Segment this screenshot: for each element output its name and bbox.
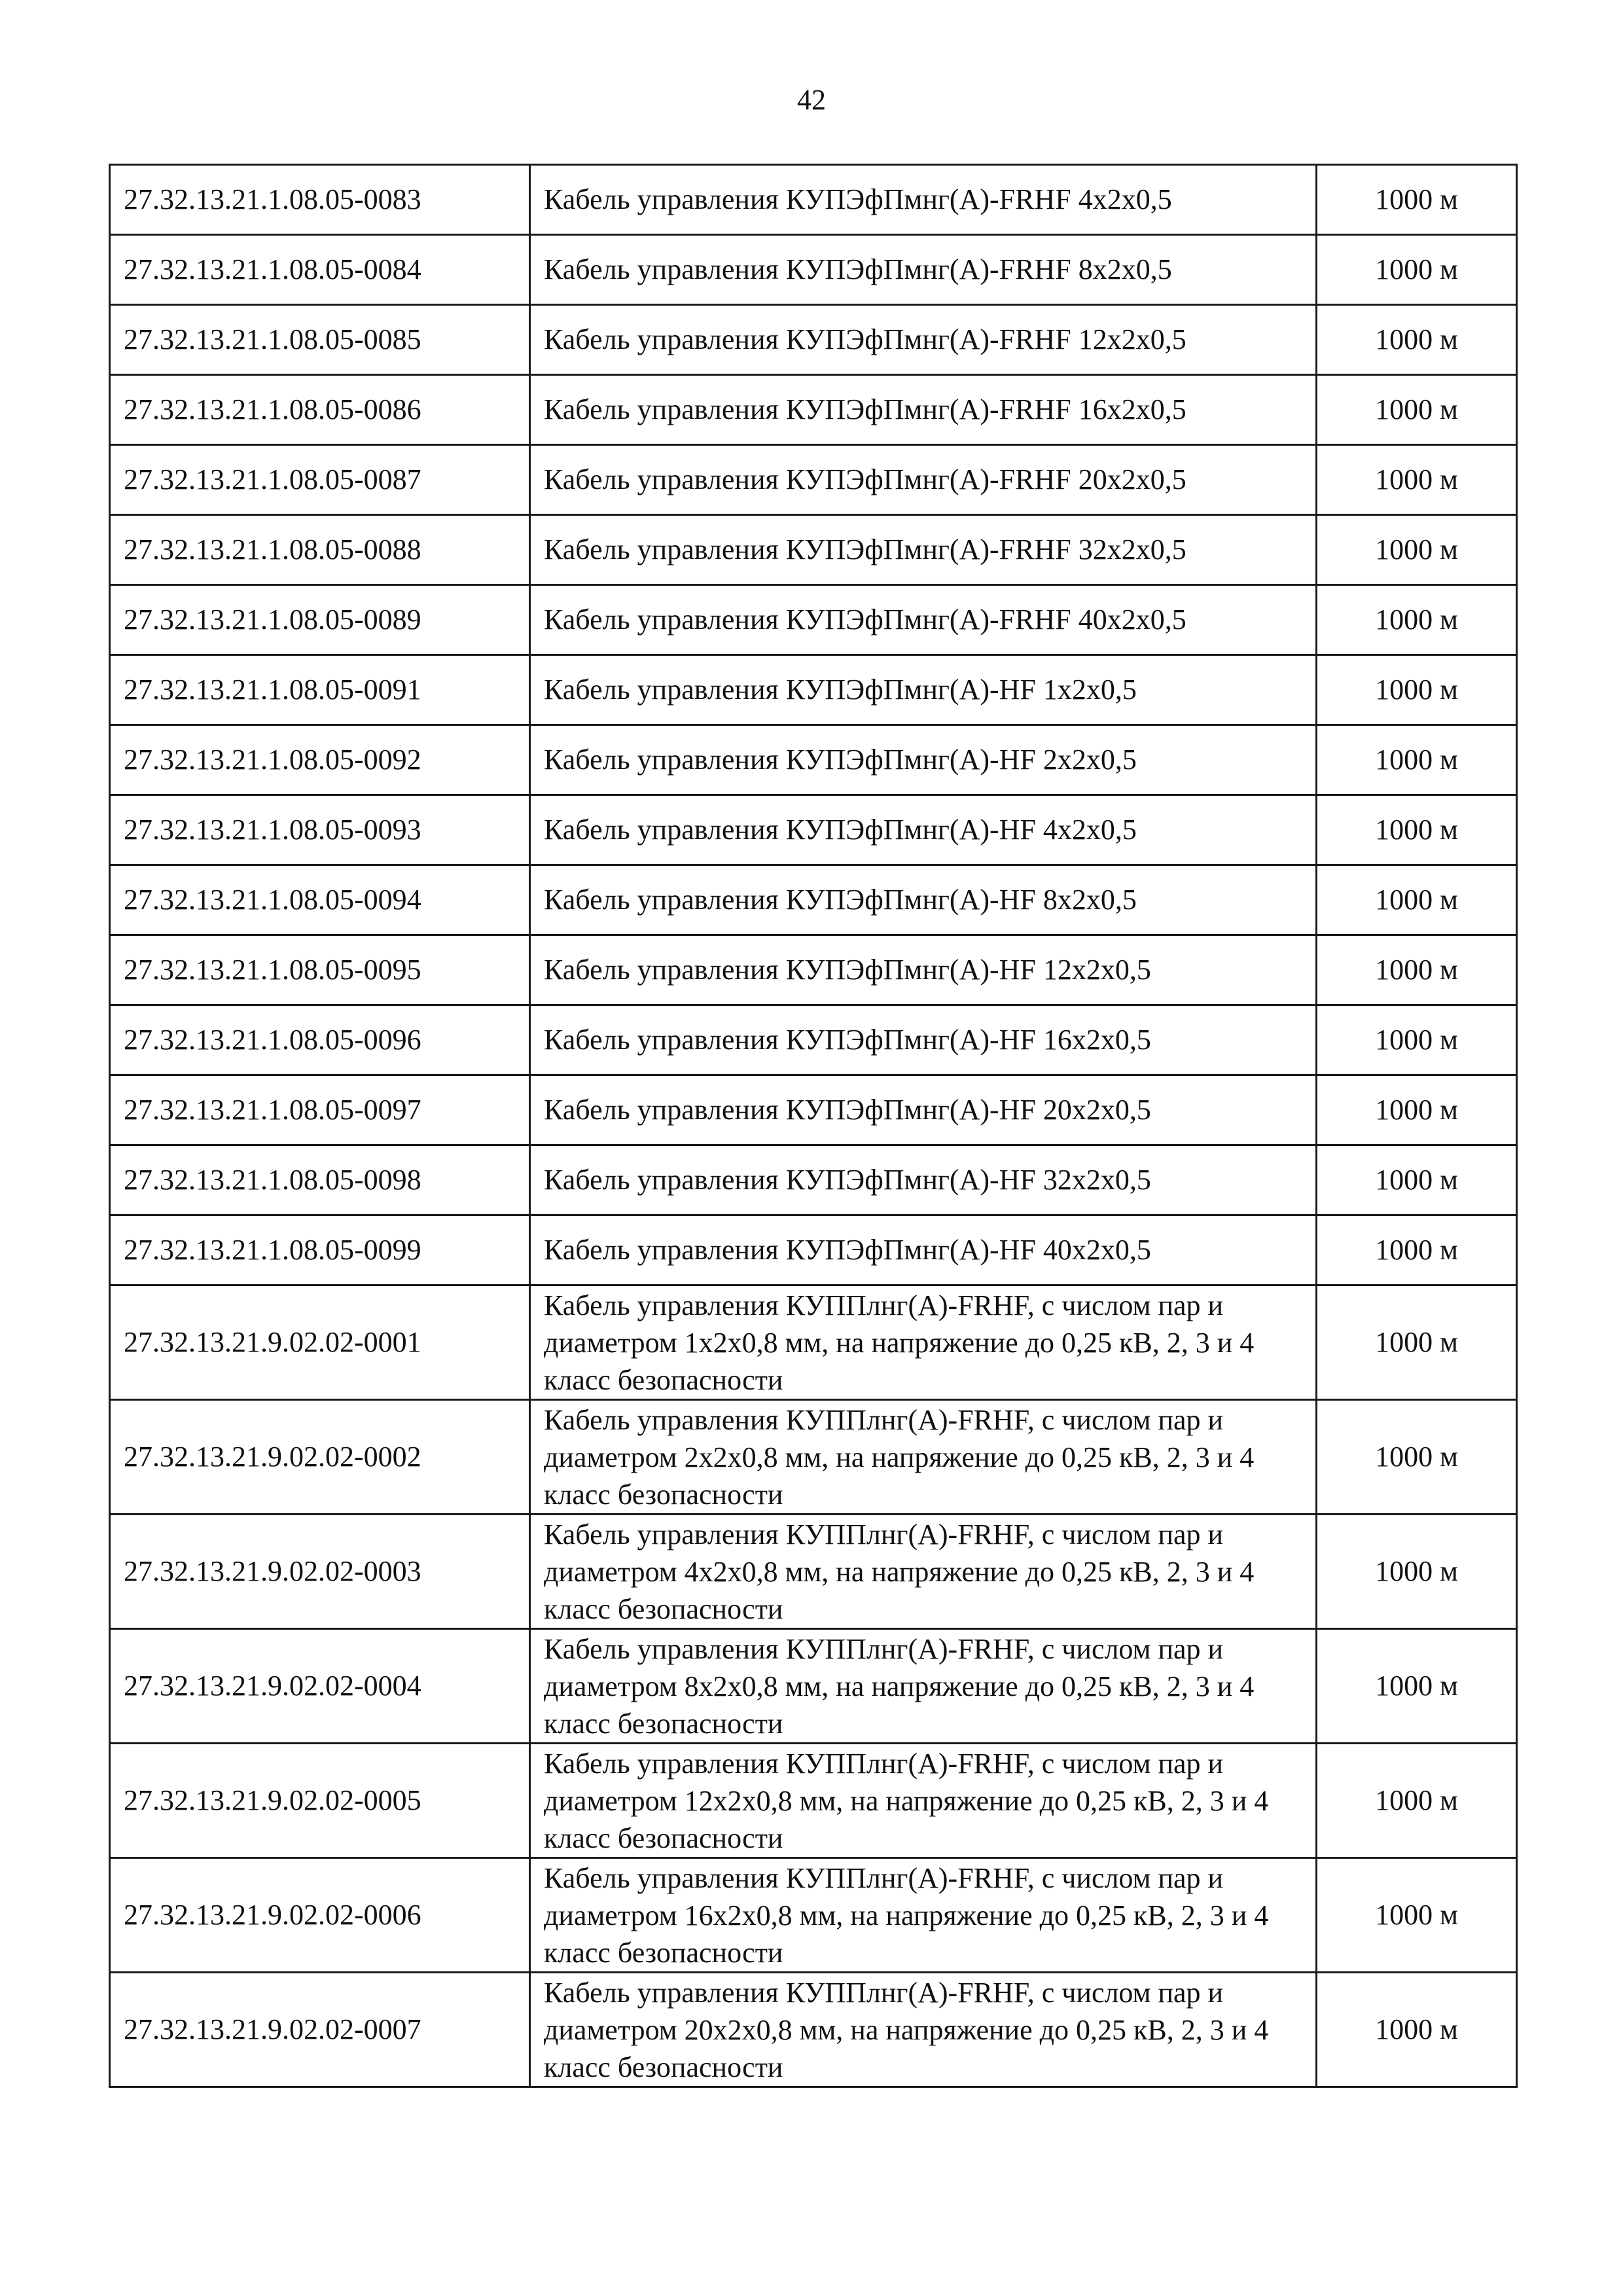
unit-cell: 1000 м — [1317, 585, 1517, 655]
resource-name-cell: Кабель управления КУПЭфПмнг(А)-FRHF 40х2х0,5 — [530, 585, 1317, 655]
resource-code-cell: 27.32.13.21.9.02.02-0005 — [110, 1744, 530, 1858]
resource-name-cell: Кабель управления КУПЭфПмнг(А)-HF 8х2х0,5 — [530, 865, 1317, 935]
resource-code-cell: 27.32.13.21.9.02.02-0006 — [110, 1858, 530, 1973]
resource-code-cell: 27.32.13.21.1.08.05-0099 — [110, 1215, 530, 1285]
table-row — [110, 1400, 1517, 1515]
resource-name-cell: Кабель управления КУПЭфПмнг(А)-HF 40х2х0,5 — [530, 1215, 1317, 1285]
resource-code-cell: 27.32.13.21.1.08.05-0091 — [110, 655, 530, 725]
resource-code-cell: 27.32.13.21.1.08.05-0086 — [110, 375, 530, 445]
unit-cell: 1000 м — [1317, 865, 1517, 935]
table-row — [110, 1145, 1517, 1215]
resource-code-cell: 27.32.13.21.1.08.05-0085 — [110, 305, 530, 375]
unit-cell: 1000 м — [1317, 1858, 1517, 1973]
resource-code-cell: 27.32.13.21.1.08.05-0097 — [110, 1075, 530, 1145]
resource-name-cell: Кабель управления КУППлнг(А)-FRHF, с числом пар и диаметром 1х2х0,8 мм, на напряжение до 0,25 кВ, 2, 3 и 4 класс безопасности — [530, 1285, 1317, 1400]
table-row — [110, 375, 1517, 445]
resource-code-cell: 27.32.13.21.1.08.05-0088 — [110, 515, 530, 585]
resource-code-cell: 27.32.13.21.9.02.02-0004 — [110, 1629, 530, 1744]
unit-cell: 1000 м — [1317, 235, 1517, 305]
resource-code-cell: 27.32.13.21.1.08.05-0094 — [110, 865, 530, 935]
unit-cell: 1000 м — [1317, 1075, 1517, 1145]
table-row — [110, 655, 1517, 725]
resource-table — [109, 164, 1518, 2088]
unit-cell: 1000 м — [1317, 305, 1517, 375]
unit-cell: 1000 м — [1317, 1005, 1517, 1075]
resource-name-cell: Кабель управления КУПЭфПмнг(А)-FRHF 12х2х0,5 — [530, 305, 1317, 375]
unit-cell: 1000 м — [1317, 1515, 1517, 1629]
unit-cell: 1000 м — [1317, 515, 1517, 585]
resource-name-cell: Кабель управления КУПЭфПмнг(А)-FRHF 16х2х0,5 — [530, 375, 1317, 445]
table-row — [110, 795, 1517, 865]
page-number: 42 — [797, 84, 826, 116]
resource-name-cell: Кабель управления КУППлнг(А)-FRHF, с числом пар и диаметром 20х2х0,8 мм, на напряжение до 0,25 кВ, 2, 3 и 4 класс безопасности — [530, 1973, 1317, 2087]
table-row — [110, 1858, 1517, 1973]
resource-name-cell: Кабель управления КУПЭфПмнг(А)-FRHF 4х2х0,5 — [530, 165, 1317, 235]
resource-name-cell: Кабель управления КУППлнг(А)-FRHF, с числом пар и диаметром 16х2х0,8 мм, на напряжение до 0,25 кВ, 2, 3 и 4 класс безопасности — [530, 1858, 1317, 1973]
resource-name-cell: Кабель управления КУППлнг(А)-FRHF, с числом пар и диаметром 12х2х0,8 мм, на напряжение до 0,25 кВ, 2, 3 и 4 класс безопасности — [530, 1744, 1317, 1858]
unit-cell: 1000 м — [1317, 1145, 1517, 1215]
table-row — [110, 235, 1517, 305]
table-row — [110, 165, 1517, 235]
resource-code-cell: 27.32.13.21.1.08.05-0096 — [110, 1005, 530, 1075]
resource-code-cell: 27.32.13.21.1.08.05-0087 — [110, 445, 530, 515]
resource-name-cell: Кабель управления КУППлнг(А)-FRHF, с числом пар и диаметром 8х2х0,8 мм, на напряжение до 0,25 кВ, 2, 3 и 4 класс безопасности — [530, 1629, 1317, 1744]
resource-name-cell: Кабель управления КУПЭфПмнг(А)-HF 32х2х0,5 — [530, 1145, 1317, 1215]
unit-cell: 1000 м — [1317, 1215, 1517, 1285]
resource-name-cell: Кабель управления КУПЭфПмнг(А)-HF 20х2х0,5 — [530, 1075, 1317, 1145]
table-row — [110, 865, 1517, 935]
resource-code-cell: 27.32.13.21.1.08.05-0089 — [110, 585, 530, 655]
table-row — [110, 1075, 1517, 1145]
resource-name-cell: Кабель управления КУПЭфПмнг(А)-HF 1х2х0,5 — [530, 655, 1317, 725]
resource-name-cell: Кабель управления КУПЭфПмнг(А)-FRHF 20х2х0,5 — [530, 445, 1317, 515]
table-row — [110, 445, 1517, 515]
unit-cell: 1000 м — [1317, 795, 1517, 865]
resource-code-cell: 27.32.13.21.9.02.02-0002 — [110, 1400, 530, 1515]
unit-cell: 1000 м — [1317, 445, 1517, 515]
unit-cell: 1000 м — [1317, 935, 1517, 1005]
resource-name-cell: Кабель управления КУППлнг(А)-FRHF, с числом пар и диаметром 4х2х0,8 мм, на напряжение до 0,25 кВ, 2, 3 и 4 класс безопасности — [530, 1515, 1317, 1629]
table-row — [110, 935, 1517, 1005]
unit-cell: 1000 м — [1317, 655, 1517, 725]
unit-cell: 1000 м — [1317, 1285, 1517, 1400]
resource-code-cell: 27.32.13.21.9.02.02-0007 — [110, 1973, 530, 2087]
resource-code-cell: 27.32.13.21.1.08.05-0084 — [110, 235, 530, 305]
table-row — [110, 1629, 1517, 1744]
table-row — [110, 725, 1517, 795]
unit-cell: 1000 м — [1317, 375, 1517, 445]
resource-code-cell: 27.32.13.21.1.08.05-0083 — [110, 165, 530, 235]
resource-code-cell: 27.32.13.21.1.08.05-0092 — [110, 725, 530, 795]
table-row — [110, 1215, 1517, 1285]
resource-code-cell: 27.32.13.21.1.08.05-0098 — [110, 1145, 530, 1215]
resource-name-cell: Кабель управления КУППлнг(А)-FRHF, с числом пар и диаметром 2х2х0,8 мм, на напряжение до 0,25 кВ, 2, 3 и 4 класс безопасности — [530, 1400, 1317, 1515]
unit-cell: 1000 м — [1317, 1744, 1517, 1858]
resource-code-cell: 27.32.13.21.1.08.05-0095 — [110, 935, 530, 1005]
resource-name-cell: Кабель управления КУПЭфПмнг(А)-HF 12х2х0,5 — [530, 935, 1317, 1005]
table-row — [110, 305, 1517, 375]
resource-name-cell: Кабель управления КУПЭфПмнг(А)-HF 16х2х0,5 — [530, 1005, 1317, 1075]
unit-cell: 1000 м — [1317, 1400, 1517, 1515]
unit-cell: 1000 м — [1317, 1629, 1517, 1744]
table-row — [110, 1973, 1517, 2087]
table-row — [110, 515, 1517, 585]
resource-name-cell: Кабель управления КУПЭфПмнг(А)-HF 2х2х0,5 — [530, 725, 1317, 795]
table-row — [110, 1744, 1517, 1858]
resource-code-cell: 27.32.13.21.1.08.05-0093 — [110, 795, 530, 865]
table-row — [110, 1005, 1517, 1075]
table-row — [110, 585, 1517, 655]
resource-code-cell: 27.32.13.21.9.02.02-0001 — [110, 1285, 530, 1400]
resource-name-cell: Кабель управления КУПЭфПмнг(А)-FRHF 8х2х0,5 — [530, 235, 1317, 305]
unit-cell: 1000 м — [1317, 1973, 1517, 2087]
resource-code-cell: 27.32.13.21.9.02.02-0003 — [110, 1515, 530, 1629]
table-row — [110, 1285, 1517, 1400]
unit-cell: 1000 м — [1317, 165, 1517, 235]
resource-table-body — [110, 165, 1517, 2087]
resource-name-cell: Кабель управления КУПЭфПмнг(А)-FRHF 32х2х0,5 — [530, 515, 1317, 585]
unit-cell: 1000 м — [1317, 725, 1517, 795]
resource-name-cell: Кабель управления КУПЭфПмнг(А)-HF 4х2х0,5 — [530, 795, 1317, 865]
table-row — [110, 1515, 1517, 1629]
